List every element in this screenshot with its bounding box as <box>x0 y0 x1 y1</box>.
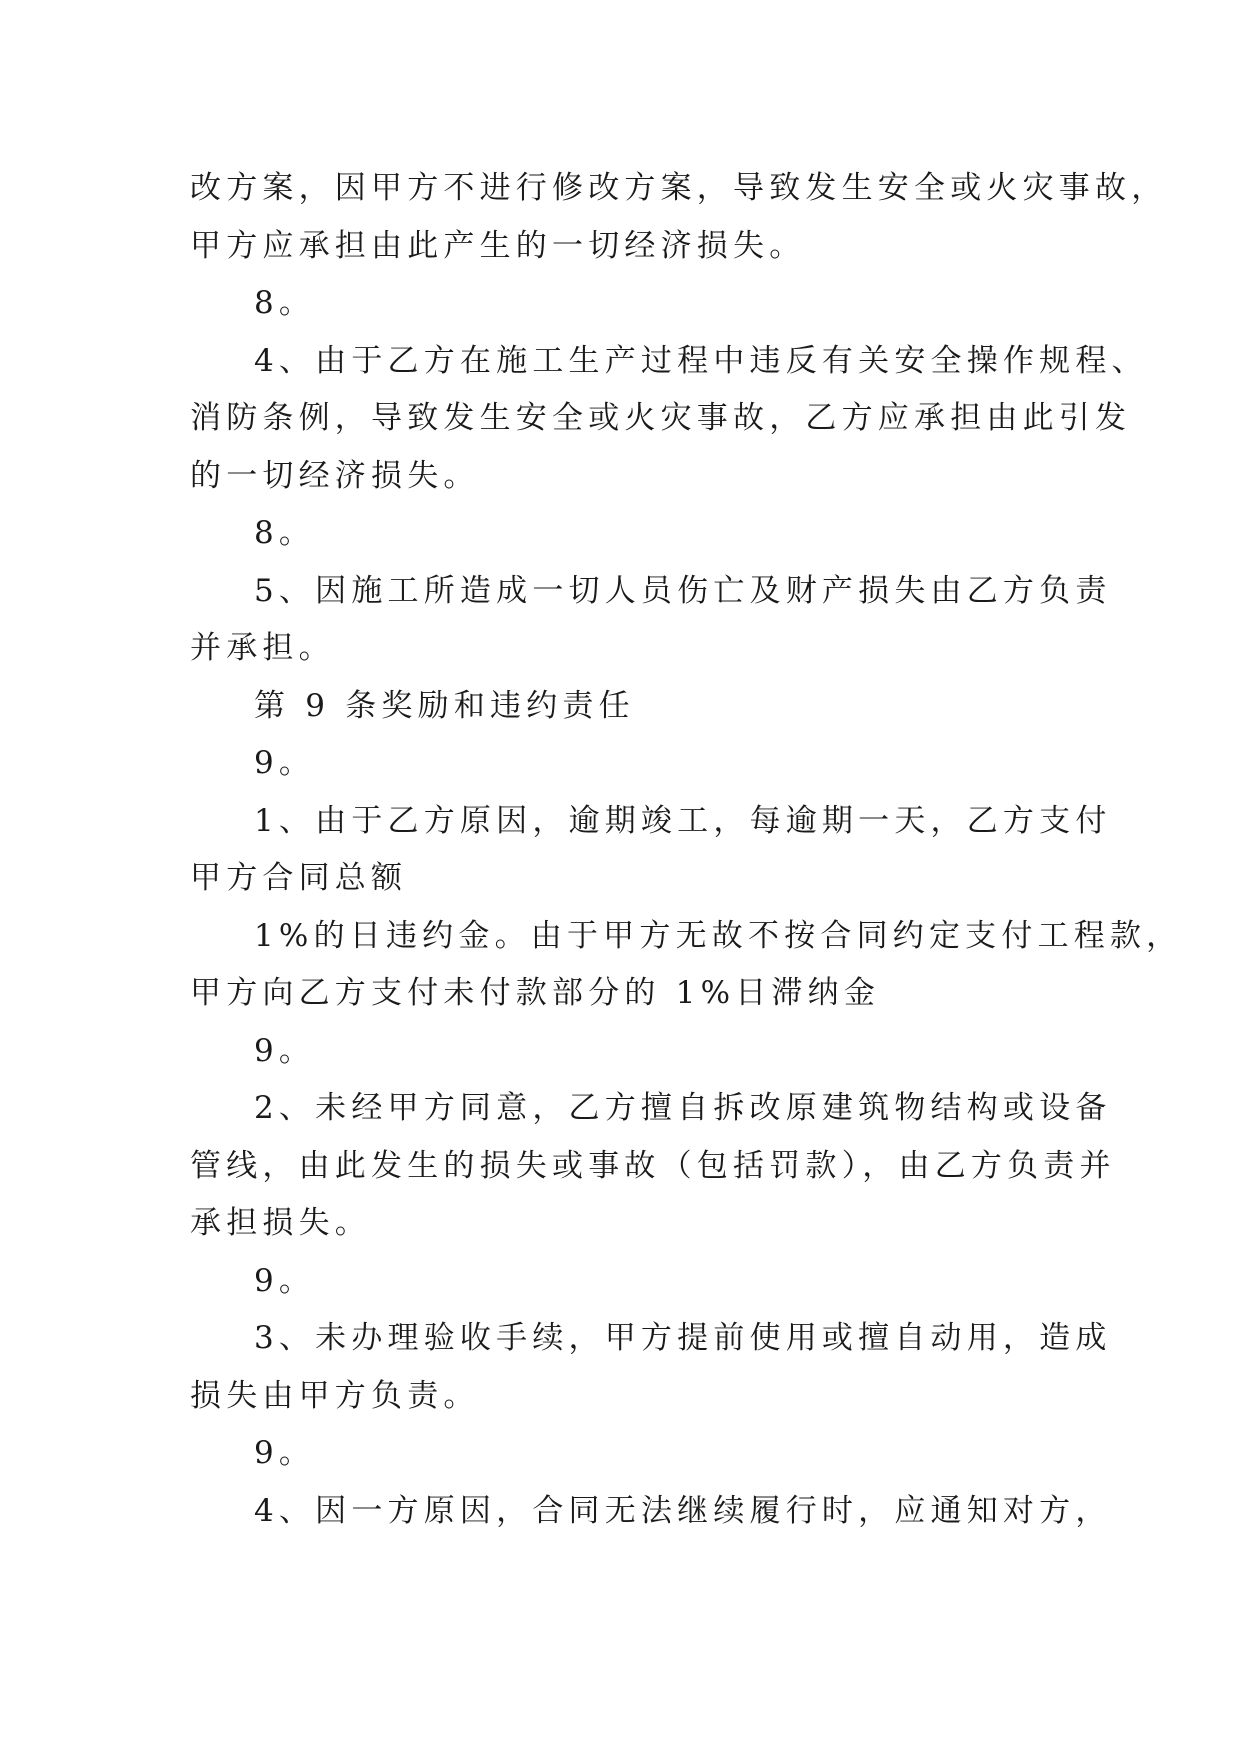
document-line: 消防条例，导致发生安全或火灾事故，乙方应承担由此引发 <box>190 400 1132 436</box>
document-line: 甲方应承担由此产生的一切经济损失。 <box>190 227 806 264</box>
document-line: 4、由于乙方在施工生产过程中违反有关安全操作规程、 <box>254 342 1148 379</box>
document-line: 1%的日违约金。由于甲方无故不按合同约定支付工程款， <box>254 917 1183 954</box>
document-body <box>190 160 1183 1540</box>
document-line: 3、未办理验收手续，甲方提前使用或擅自动用，造成 <box>254 1320 1112 1356</box>
document-line: 第 9 条奖励和违约责任 <box>254 687 635 724</box>
document-line: 5、因施工所造成一切人员伤亡及财产损失由乙方负责 <box>254 572 1112 609</box>
document-line: 并承担。 <box>190 630 335 666</box>
document-line: 改方案，因甲方不进行修改方案，导致发生安全或火灾事故， <box>190 170 1168 206</box>
document-line: 8。 <box>254 285 316 321</box>
document-line: 9。 <box>254 1435 316 1471</box>
document-line: 4、因一方原因，合同无法继续履行时，应通知对方， <box>254 1492 1112 1529</box>
document-line: 9。 <box>254 1032 316 1069</box>
document-line: 1、由于乙方原因，逾期竣工，每逾期一天，乙方支付 <box>254 802 1112 839</box>
document-line: 甲方合同总额 <box>190 860 408 896</box>
document-line: 损失由甲方负责。 <box>190 1377 480 1414</box>
document-line: 的一切经济损失。 <box>190 457 480 494</box>
document-line: 管线，由此发生的损失或事故（包括罚款），由乙方负责并 <box>190 1147 1116 1184</box>
document-line: 甲方向乙方支付未付款部分的 1%日滞纳金 <box>190 975 881 1011</box>
document-line: 2、未经甲方同意，乙方擅自拆改原建筑物结构或设备 <box>254 1090 1112 1126</box>
document-line: 8。 <box>254 515 316 551</box>
document-line: 承担损失。 <box>190 1205 371 1241</box>
document-line: 9。 <box>254 745 316 781</box>
document-line: 9。 <box>254 1262 316 1299</box>
